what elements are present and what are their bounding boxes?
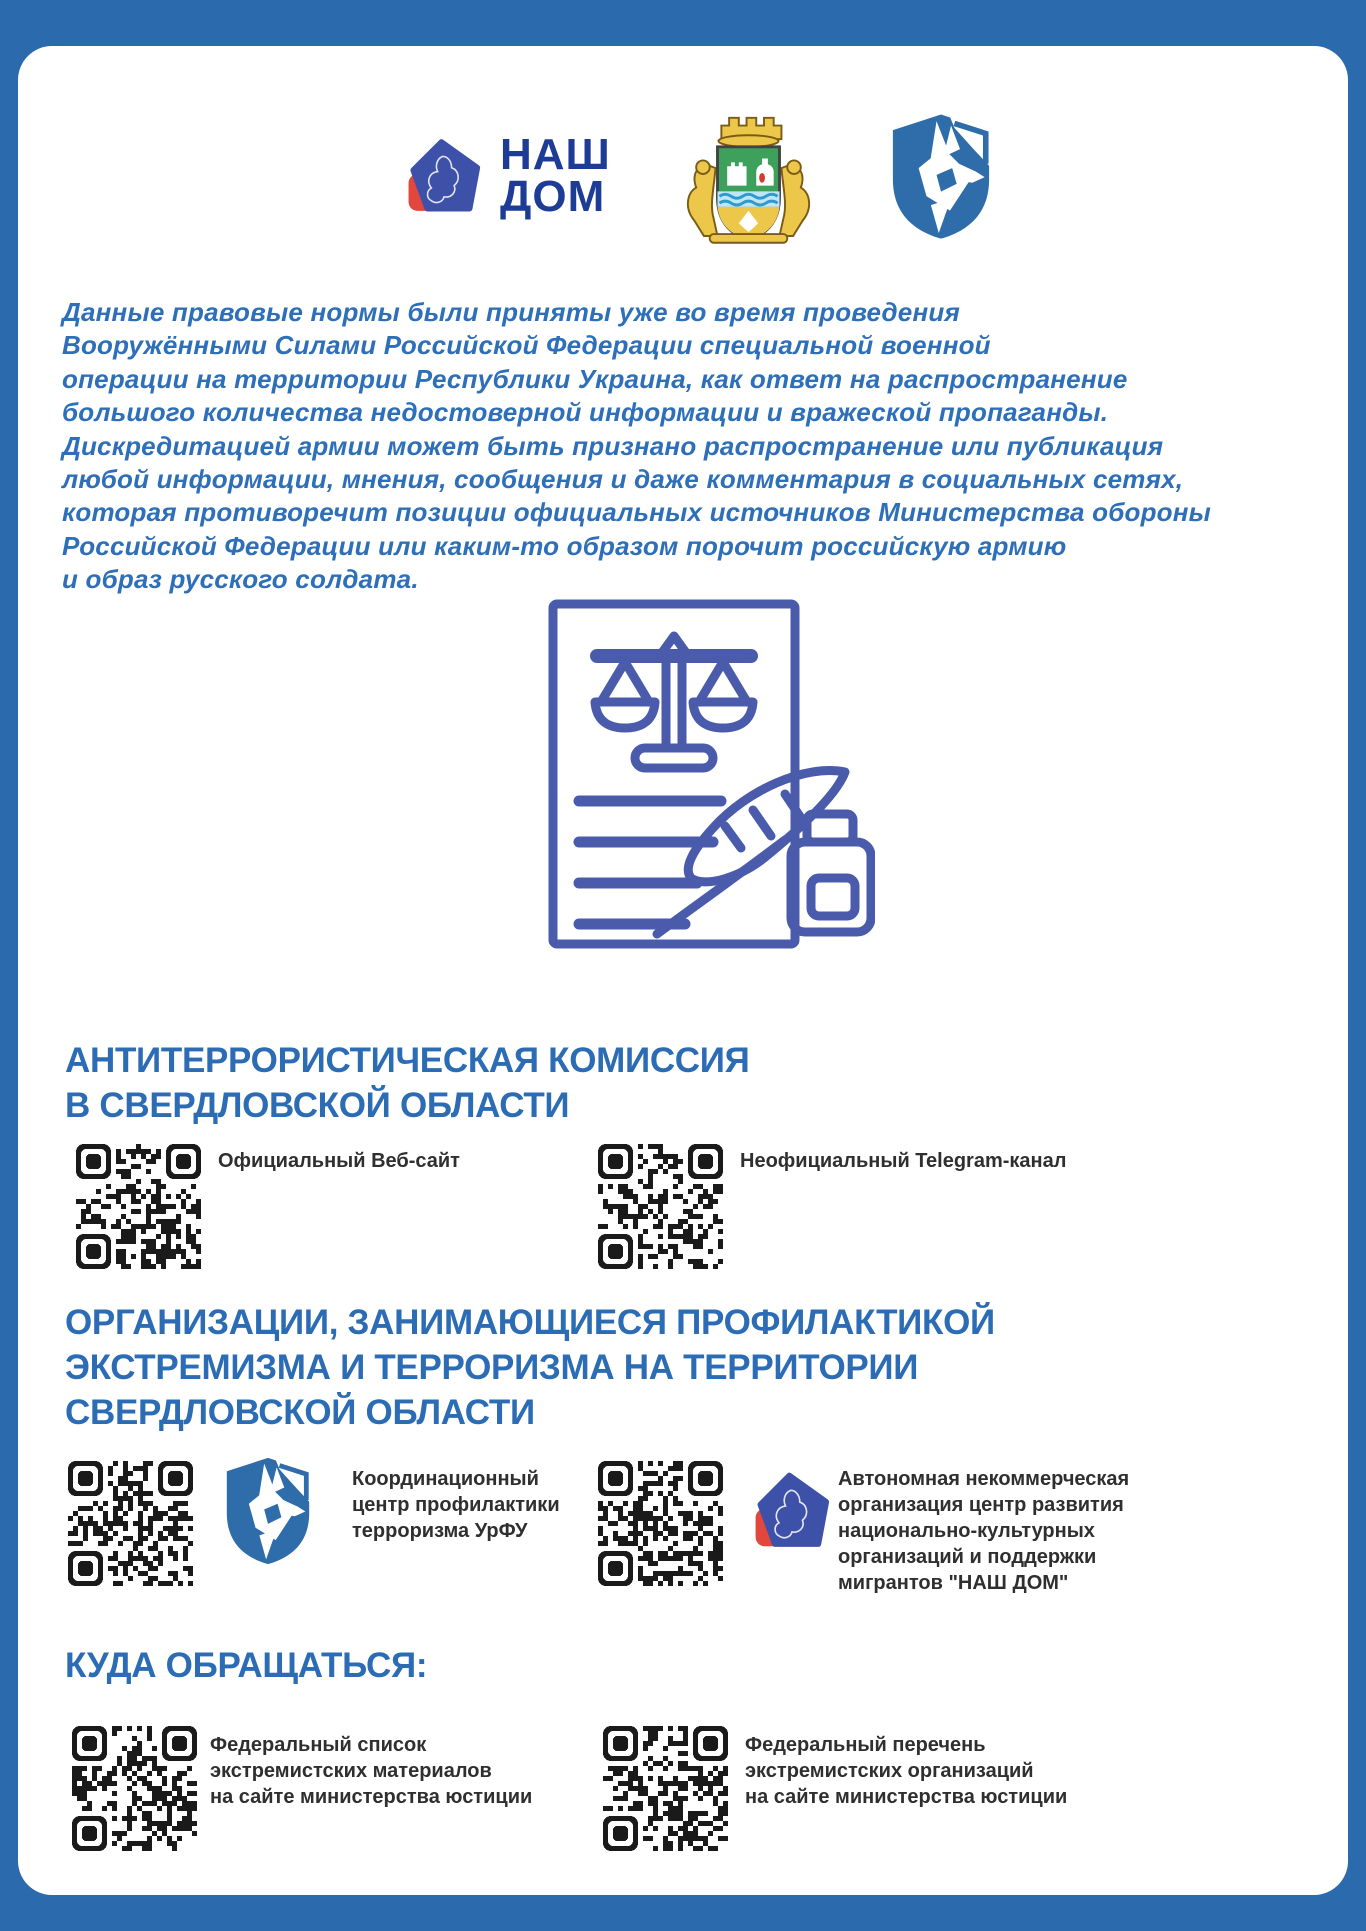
- section-title-where-to-apply: КУДА ОБРАЩАТЬСЯ:: [65, 1646, 428, 1685]
- qr-label-urfu-center: Координационный центр профилактики терроризма УрФУ: [352, 1468, 560, 1542]
- nash-dom-word-2: ДОМ: [500, 172, 606, 221]
- nash-dom-wordmark: [500, 130, 611, 221]
- law-document-illustration: [545, 596, 875, 952]
- antiterror-shield-dove-icon: [884, 110, 998, 242]
- nash-dom-house-logo: [753, 1472, 831, 1549]
- poster-card: [18, 46, 1348, 1895]
- qr-code-nash-dom: [598, 1461, 723, 1586]
- nash-dom-logo: [406, 130, 611, 222]
- qr-label-nash-dom: Автономная некоммерческая организация центр развития национально-культурных организаций и поддержки мигрантов "НАШ ДОМ": [838, 1468, 1130, 1594]
- nash-dom-house-icon: [406, 130, 482, 222]
- qr-code-official-website: [76, 1144, 201, 1269]
- qr-label-extremist-organizations-list: Федеральный перечень экстремистских организаций на сайте министерства юстиции: [745, 1734, 1068, 1808]
- nash-dom-word-1: НАШ: [500, 130, 611, 179]
- intro-paragraph: Данные правовые нормы были приняты уже во время проведения Вооружёнными Силами Российской Федерации специальной военной операции на территории Республики Украина, как ответ на распространение большого количества недостоверной информации и вражеской пропаганды. Дискредитацией армии может быть признано распространение или публикация любой информации, мнения, сообщения и даже комментария в социальных сетях, которая противоречит позиции официальных источников Министерства обороны Российской Федерации или каким-то образом порочит российскую армию и образ русского солдата.: [62, 297, 1212, 595]
- section-title-prevention-organizations: ОРГАНИЗАЦИИ, ЗАНИМАЮЩИЕСЯ ПРОФИЛАКТИКОЙ ЭКСТРЕМИЗМА И ТЕРРОРИЗМА НА ТЕРРИТОРИИ СВЕРДЛОВСКОЙ ОБЛАСТИ: [65, 1303, 995, 1432]
- yekaterinburg-coat-of-arms-icon: [671, 98, 826, 248]
- qr-label-extremist-materials-list: Федеральный список экстремистских материалов на сайте министерства юстиции: [210, 1734, 533, 1808]
- shield-dove-logo: [220, 1454, 316, 1567]
- qr-code-urfu-center: [68, 1461, 193, 1586]
- qr-code-extremist-materials-list: [72, 1726, 197, 1851]
- section-title-antiterror-commission: АНТИТЕРРОРИСТИЧЕСКАЯ КОМИССИЯ В СВЕРДЛОВСКОЙ ОБЛАСТИ: [65, 1041, 750, 1125]
- qr-label-telegram-channel: Неофициальный Telegram-канал: [740, 1150, 1067, 1172]
- qr-code-telegram-channel: [598, 1144, 723, 1269]
- qr-label-official-website: Официальный Веб-сайт: [218, 1150, 460, 1172]
- qr-code-extremist-organizations-list: [603, 1726, 728, 1851]
